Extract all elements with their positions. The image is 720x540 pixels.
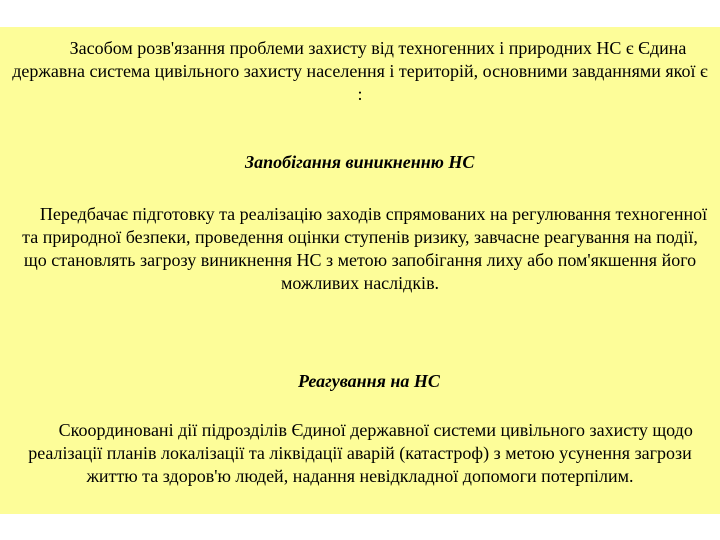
section-text-response: Скоординовані дії підрозділів Єдиної державної системи цивільного захисту щодо реалізації планів локалізації та ліквідації аварій (катастроф) з метою усунення загрози життю та здоров'ю людей, надання невідкладної допомоги потерпілим. bbox=[27, 420, 698, 486]
section-heading-response: Реагування на НС bbox=[298, 371, 440, 391]
text-panel bbox=[0, 27, 720, 514]
section-text-prevention: Передбачає підготовку та реалізацію заходів спрямованих на регулювання техногенної та природної безпеки, проведення оцінки ступенів ризику, завчасне реагування на події, що становлять загрозу виникнення НС з метою запобігання лиху або пом'якшення його можливих наслідків. bbox=[12, 204, 712, 293]
section-heading-prevention: Запобігання виникненню НС bbox=[245, 152, 475, 172]
intro-paragraph: Засобом розв'язання проблеми захисту від техногенних і природних НС є Єдина державна система цивільного захисту населення і територій, основними завданнями якої є : bbox=[12, 38, 713, 104]
